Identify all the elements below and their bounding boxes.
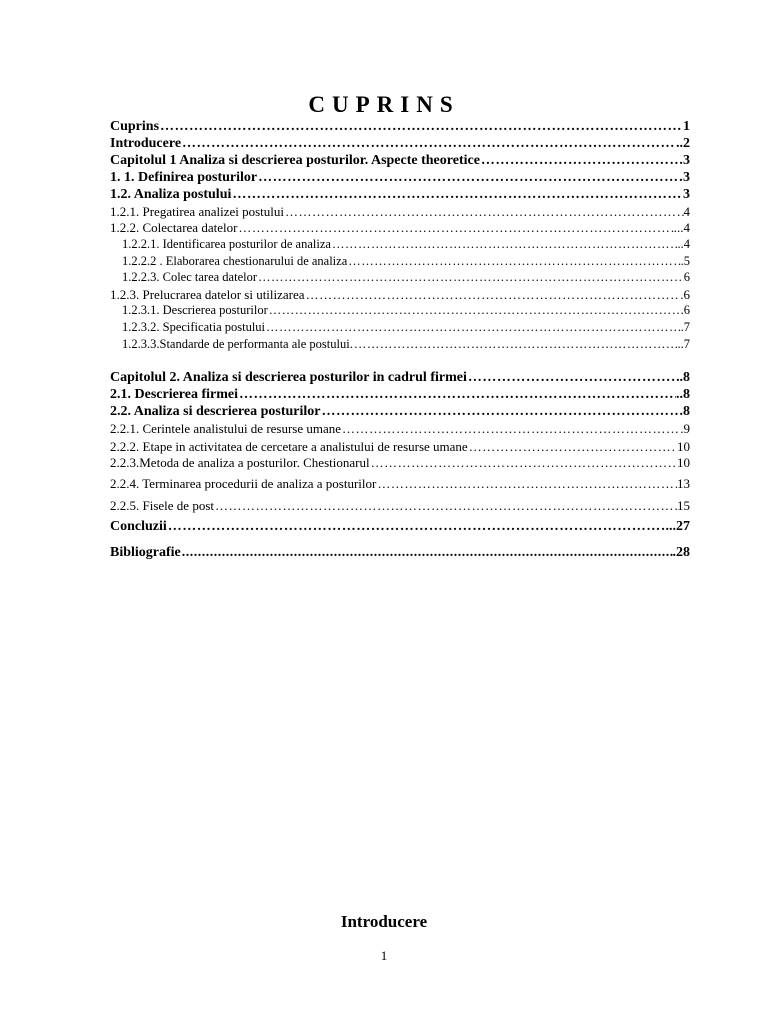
toc-entry[interactable]	[110, 302, 690, 319]
toc-entry-label: Concluzii	[110, 519, 167, 534]
toc-entry-page: 4	[683, 204, 690, 219]
toc-entry-page: .5	[680, 254, 690, 268]
toc-entry[interactable]	[110, 438, 690, 455]
toc-entry[interactable]	[110, 420, 690, 437]
toc-leader-dots	[467, 369, 680, 386]
toc-entry[interactable]	[110, 518, 690, 535]
toc-entry-page: .8	[679, 370, 690, 385]
toc-entry[interactable]	[110, 403, 690, 420]
toc-entry-label: 1.2. Analiza postului	[110, 187, 232, 202]
toc-entry[interactable]	[110, 475, 690, 492]
toc-entry-label: 1.2.2.3. Colec tarea datelor	[122, 270, 258, 284]
toc-entry-page: ...4	[673, 220, 690, 235]
toc-leader-dots	[347, 253, 680, 270]
toc-entry[interactable]	[110, 169, 690, 186]
toc-entry[interactable]	[110, 286, 690, 303]
toc-leader-dots	[353, 336, 678, 353]
toc-entry-label: 2.2.5. Fisele de post	[110, 498, 214, 513]
toc-leader-dots	[305, 286, 681, 303]
toc-entry-label: Capitolul 1 Analiza si descrierea posturilor. Aspecte theoretice	[110, 153, 480, 168]
toc-entry[interactable]	[110, 369, 690, 386]
toc-entry[interactable]	[110, 497, 690, 514]
toc-entry-label: 1.2.1. Pregatirea analizei postului	[110, 204, 285, 219]
toc-entry[interactable]	[110, 544, 690, 561]
toc-entry-label: Cuprins	[110, 119, 160, 134]
toc-entry-page: 3	[683, 187, 690, 202]
toc-leader-dots	[237, 219, 673, 236]
toc-entry-label: 2.2.1. Cerintele analistului de resurse umane	[110, 421, 342, 436]
toc-leader-dots	[238, 386, 676, 403]
section-heading: Introducere	[340, 912, 428, 931]
toc-entry[interactable]	[110, 236, 690, 253]
toc-entry[interactable]	[110, 336, 690, 353]
toc-entry-page: 8	[683, 404, 690, 419]
toc-entry[interactable]	[110, 118, 690, 135]
toc-entry[interactable]	[110, 152, 690, 169]
toc-entry[interactable]	[110, 186, 690, 203]
document-title: CUPRINS	[308, 92, 460, 117]
toc-entry-page: ...27	[665, 519, 690, 534]
toc-leader-dots	[214, 497, 677, 514]
toc-leader-dots	[321, 403, 684, 420]
toc-entry-label: 2.2.4. Terminarea procedurii de analiza a posturilor	[110, 476, 377, 491]
toc-entry-page: .7	[680, 320, 690, 334]
toc-entry[interactable]	[110, 219, 690, 236]
toc-entry-page: 6	[683, 270, 690, 284]
toc-leader-dots	[265, 319, 681, 336]
toc-leader-dots	[257, 269, 684, 286]
toc-leader-dots	[376, 475, 677, 492]
toc-entry-page: ..2	[676, 136, 690, 151]
toc-entry[interactable]	[110, 203, 690, 220]
toc-entry-label: Capitolul 2. Analiza si descrierea posturilor in cadrul firmei	[110, 370, 467, 385]
toc-leader-dots	[231, 186, 683, 203]
toc-entry-label: Bibliografie	[110, 545, 181, 560]
toc-entry-label: 2.2.2. Etape in activitatea de cercetare a analistului de resurse umane	[110, 439, 468, 454]
toc-entry-page: .28	[672, 545, 690, 560]
toc-leader-dots	[468, 438, 677, 455]
toc-entry-label: 2.2.3.Metoda de analiza a posturilor. Chestionarul	[110, 455, 370, 470]
toc-entry-page: 1	[683, 119, 690, 134]
toc-entry-page: 3	[683, 170, 690, 185]
toc-leader-dots	[167, 518, 666, 535]
toc-entry[interactable]	[110, 269, 690, 286]
toc-entry-page: 13	[677, 476, 690, 491]
toc-entry[interactable]	[110, 386, 690, 403]
toc-leader-dots	[159, 118, 683, 135]
toc-entry-label: 1.2.2. Colectarea datelor	[110, 220, 238, 235]
toc-entry[interactable]	[110, 253, 690, 270]
toc-entry-page: ..8	[676, 387, 690, 402]
toc-entry-label: Introducere	[110, 136, 182, 151]
toc-leader-dots	[370, 454, 677, 471]
toc-entry-label: 1.2.2.2 . Elaborarea chestionarului de analiza	[122, 254, 348, 268]
toc-entry[interactable]	[110, 454, 690, 471]
toc-entry[interactable]	[110, 135, 690, 152]
toc-leader-dots	[181, 544, 673, 561]
toc-entry-page: ..4	[677, 237, 690, 251]
toc-entry-label: 1.2.2.1. Identificarea posturilor de analiza	[122, 237, 331, 251]
toc-entry-page: .6	[680, 303, 690, 317]
toc-leader-dots	[257, 169, 683, 186]
toc-entry-label: 1.2.3. Prelucrarea datelor si utilizarea	[110, 287, 305, 302]
page-number: 1	[380, 948, 388, 963]
toc-entry-page: 15	[677, 498, 690, 513]
toc-leader-dots	[341, 420, 680, 437]
toc-entry-label: 1.2.3.3.Standarde de performanta ale postului.	[122, 337, 353, 351]
toc-entry-label: 2.2. Analiza si descrierea posturilor	[110, 404, 321, 419]
toc-leader-dots	[268, 302, 681, 319]
toc-entry-label: 1.2.3.2. Specificatia postului	[122, 320, 266, 334]
toc-entry-page: 3	[683, 153, 690, 168]
toc-entry-label: 1. 1. Definirea posturilor	[110, 170, 258, 185]
toc-entry-page: 10	[677, 455, 690, 470]
toc-leader-dots	[284, 203, 683, 220]
toc-leader-dots	[480, 152, 683, 169]
toc-leader-dots	[181, 135, 676, 152]
toc-entry-label: 1.2.3.1. Descrierea posturilor	[122, 303, 268, 317]
toc-entry[interactable]	[110, 319, 690, 336]
toc-entry-page: .6	[680, 287, 690, 302]
toc-entry-page: ..7	[677, 337, 690, 351]
toc-entry-page: .9	[680, 421, 690, 436]
toc-leader-dots	[331, 236, 678, 253]
toc-entry-page: 10	[677, 439, 690, 454]
toc-entry-label: 2.1. Descrierea firmei	[110, 387, 239, 402]
